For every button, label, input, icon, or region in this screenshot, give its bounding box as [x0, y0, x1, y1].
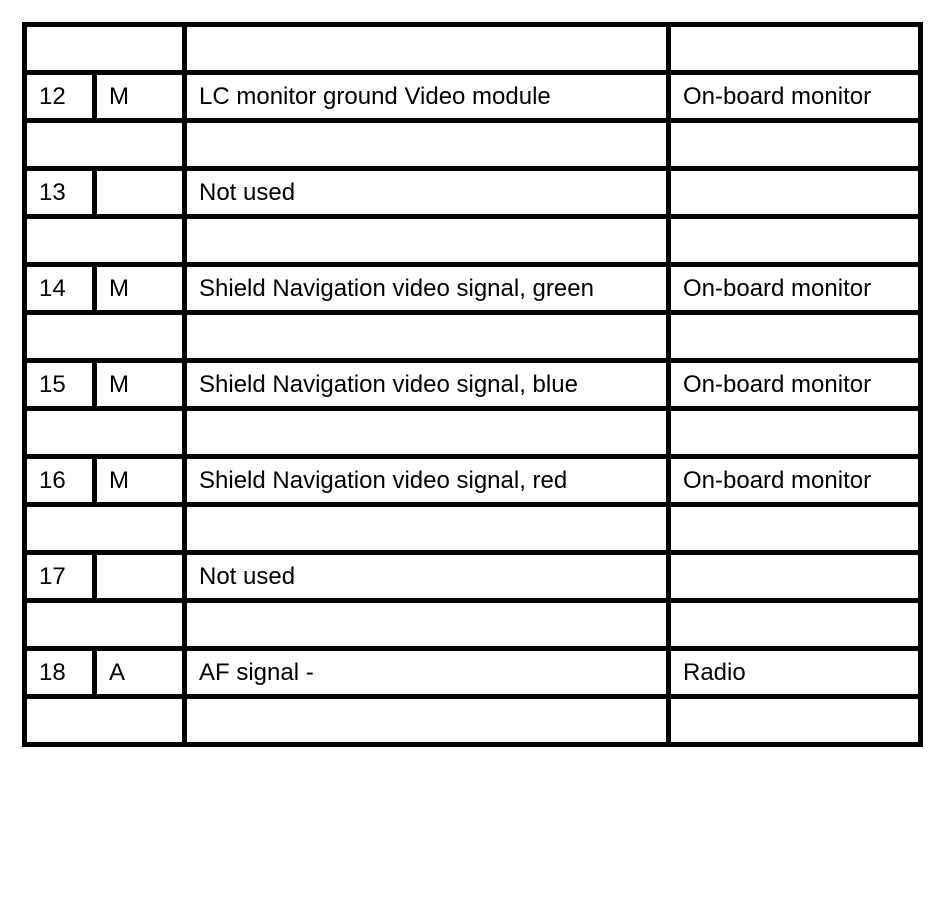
spacer-cell: [669, 601, 921, 649]
spacer-cell: [185, 697, 669, 745]
spacer-row: [25, 121, 921, 169]
spacer-cell: [25, 697, 185, 745]
connected-component: [669, 169, 921, 217]
table-row-pin-14: [25, 265, 921, 313]
connected-component: On-board monitor: [669, 361, 921, 409]
spacer-cell: [25, 505, 185, 553]
signal-description: AF signal -: [185, 649, 669, 697]
spacer-cell: [25, 217, 185, 265]
pin-number: 14: [25, 265, 95, 313]
connected-component: On-board monitor: [669, 73, 921, 121]
signal-type: [95, 169, 185, 217]
signal-description: Not used: [185, 169, 669, 217]
signal-description: Not used: [185, 553, 669, 601]
spacer-cell: [25, 601, 185, 649]
spacer-cell: [185, 601, 669, 649]
signal-description: Shield Navigation video signal, red: [185, 457, 669, 505]
pin-number: 16: [25, 457, 95, 505]
signal-type: M: [95, 361, 185, 409]
spacer-cell: [25, 121, 185, 169]
spacer-cell: [669, 313, 921, 361]
signal-type: M: [95, 73, 185, 121]
spacer-cell: [25, 313, 185, 361]
table-row-pin-12: [25, 73, 921, 121]
signal-type: M: [95, 265, 185, 313]
spacer-cell: [185, 505, 669, 553]
table-row-pin-15: [25, 361, 921, 409]
spacer-row: [25, 217, 921, 265]
spacer-cell: [669, 25, 921, 73]
spacer-cell: [669, 217, 921, 265]
spacer-cell: [185, 217, 669, 265]
pin-number: 12: [25, 73, 95, 121]
spacer-row: [25, 601, 921, 649]
spacer-cell: [185, 121, 669, 169]
table-row-pin-17: [25, 553, 921, 601]
pin-assignment-table: [22, 22, 923, 747]
table-row-pin-18: [25, 649, 921, 697]
signal-type: M: [95, 457, 185, 505]
spacer-cell: [669, 121, 921, 169]
spacer-cell: [185, 313, 669, 361]
connected-component: Radio: [669, 649, 921, 697]
connected-component: On-board monitor: [669, 265, 921, 313]
pin-number: 13: [25, 169, 95, 217]
signal-type: [95, 553, 185, 601]
signal-description: Shield Navigation video signal, blue: [185, 361, 669, 409]
signal-type: A: [95, 649, 185, 697]
spacer-row: [25, 25, 921, 73]
connected-component: On-board monitor: [669, 457, 921, 505]
table-row-pin-13: [25, 169, 921, 217]
signal-description: LC monitor ground Video module: [185, 73, 669, 121]
spacer-row: [25, 505, 921, 553]
pin-number: 15: [25, 361, 95, 409]
pin-number: 18: [25, 649, 95, 697]
spacer-cell: [669, 505, 921, 553]
spacer-cell: [669, 409, 921, 457]
signal-description: Shield Navigation video signal, green: [185, 265, 669, 313]
table-row-pin-16: [25, 457, 921, 505]
spacer-cell: [25, 25, 185, 73]
spacer-cell: [185, 409, 669, 457]
pin-number: 17: [25, 553, 95, 601]
spacer-cell: [25, 409, 185, 457]
spacer-cell: [185, 25, 669, 73]
spacer-row: [25, 313, 921, 361]
spacer-row: [25, 697, 921, 745]
spacer-cell: [669, 697, 921, 745]
spacer-row: [25, 409, 921, 457]
connected-component: [669, 553, 921, 601]
